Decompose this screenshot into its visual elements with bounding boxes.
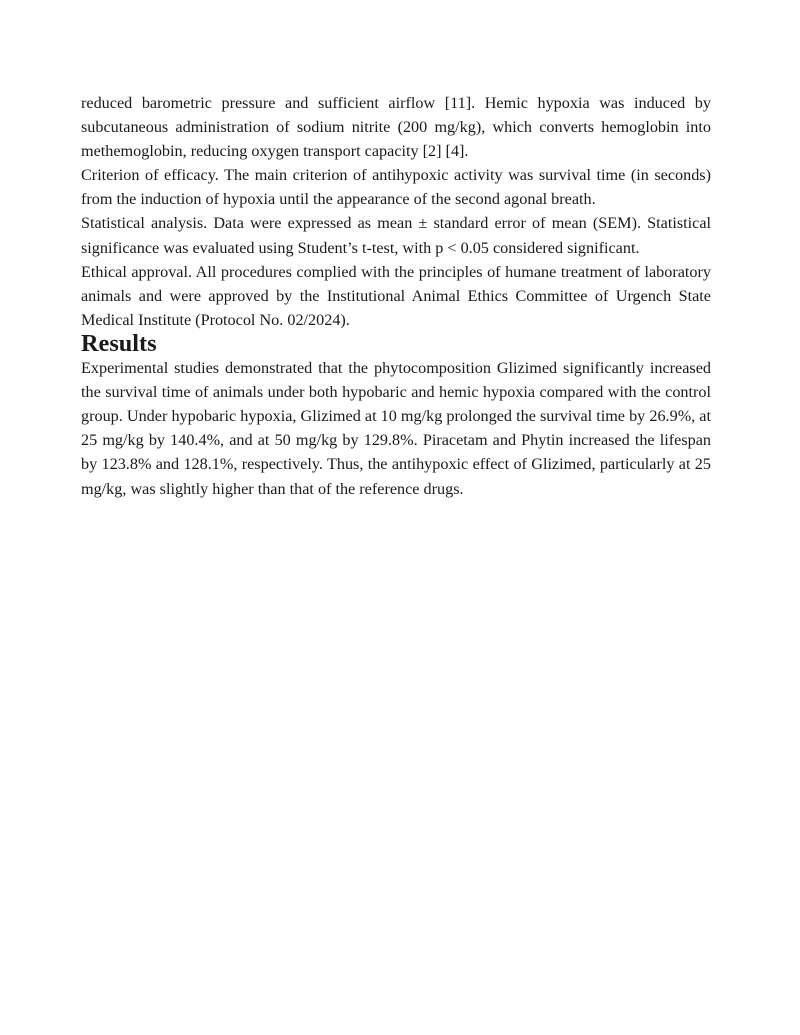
paragraph-hypoxia-methods: reduced barometric pressure and sufficient airflow [11]. Hemic hypoxia was induced by subcutaneous administration of sodium nitrite (200 mg/kg), which converts hemoglobin into methemoglobin, reducing oxygen transport capacity [2] [4]. [81, 94, 711, 161]
paragraph-results: Experimental studies demonstrated that the phytocomposition Glizimed significantly increased the survival time of animals under both hypobaric and hemic hypoxia compared with the control group. Under hypobaric hypoxia, Glizimed at 10 mg/kg prolonged the survival time by 26.9%, at 25 mg/kg by 140.4%, and at 50 mg/kg by 129.8%. Piracetam and Phytin increased the lifespan by 123.8% and 128.1%, respectively. Thus, the antihypoxic effect of Glizimed, particularly at 25 mg/kg, was slightly higher than that of the reference drugs. [81, 359, 711, 498]
paragraph-statistical-analysis: Statistical analysis. Data were expressed as mean ± standard error of mean (SEM). Statistical significance was evaluated using Student’s t-test, with p < 0.05 considered significant. [81, 214, 711, 257]
document-page [81, 91, 711, 501]
paragraph-criterion-of-efficacy: Criterion of efficacy. The main criterion of antihypoxic activity was survival time (in seconds) from the induction of hypoxia until the appearance of the second agonal breath. [81, 166, 711, 209]
section-heading-results: Results [81, 329, 157, 357]
paragraph-ethical-approval: Ethical approval. All procedures complied with the principles of humane treatment of laboratory animals and were approved by the Institutional Animal Ethics Committee of Urgench State Medical Institute (Protocol No. 02/2024). [81, 262, 711, 329]
